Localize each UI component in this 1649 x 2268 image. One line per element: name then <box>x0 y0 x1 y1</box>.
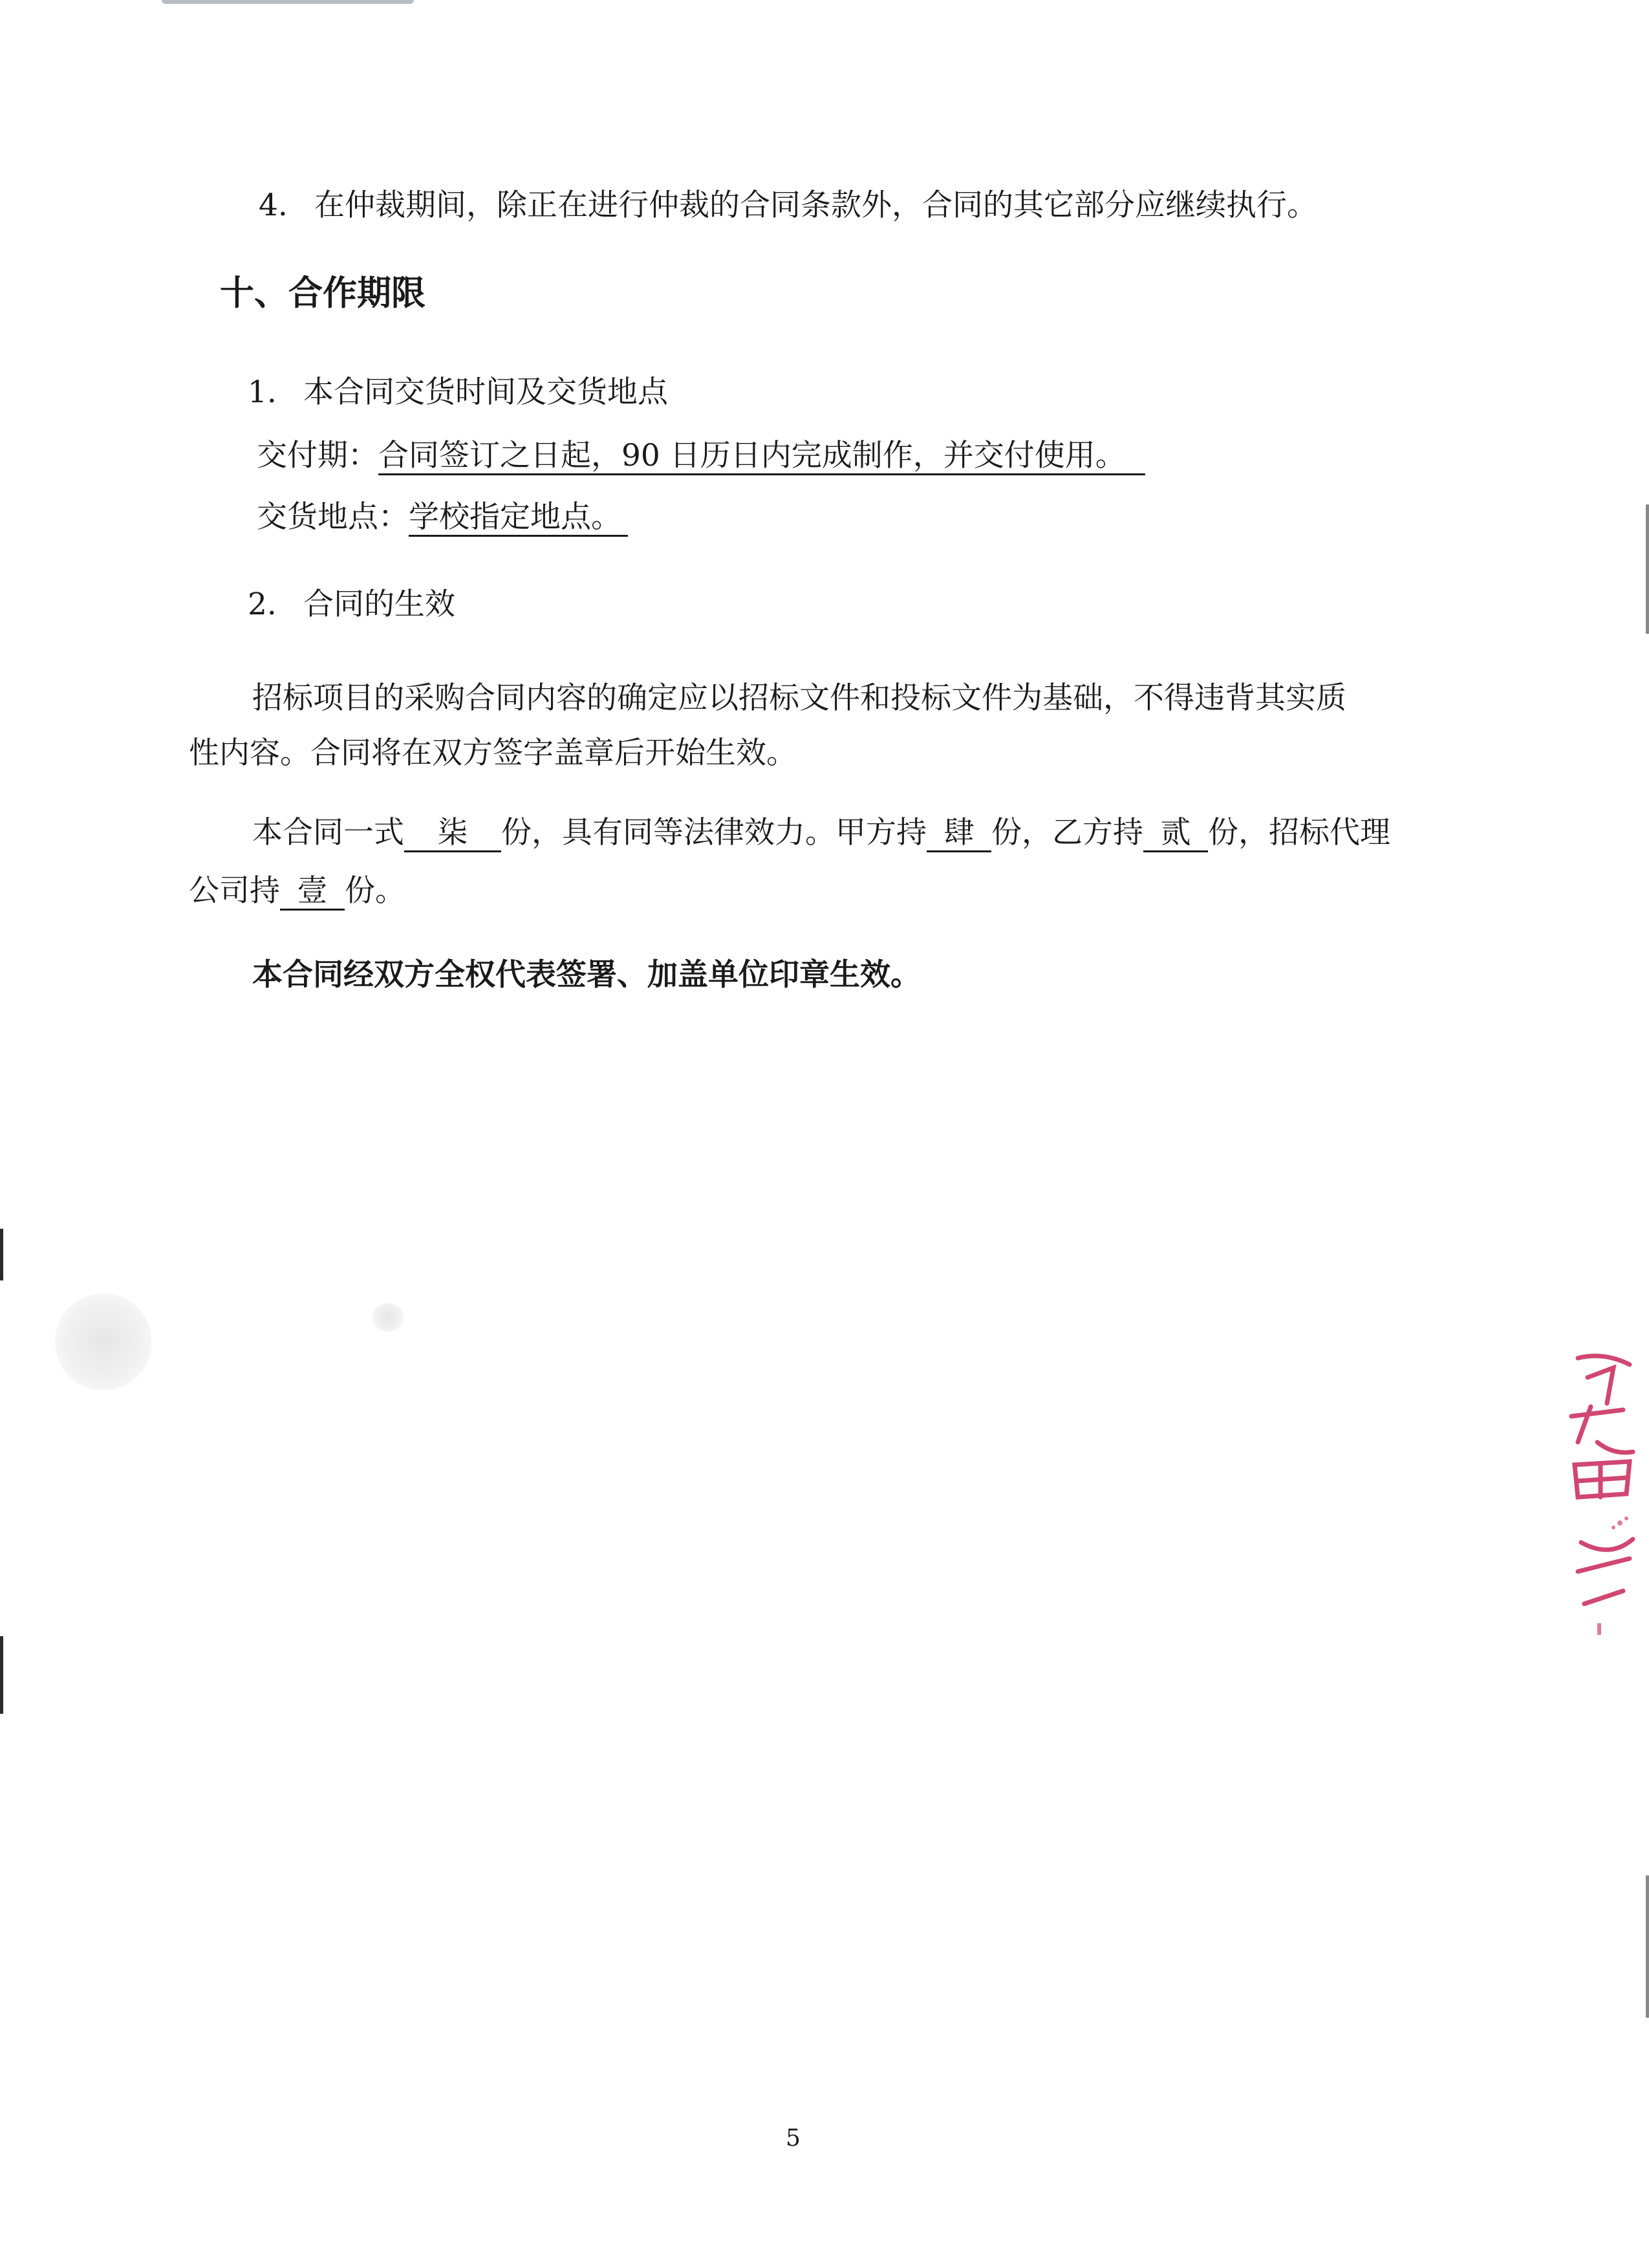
copies-text-1: 本合同一式 <box>252 815 404 850</box>
clause-4-number: 4. <box>259 188 288 223</box>
scan-edge-right <box>1646 504 1649 634</box>
agent-copies-blank: 壹 <box>280 874 345 911</box>
scan-smudge-small <box>372 1303 404 1332</box>
item-2-number: 2. <box>248 587 277 622</box>
copies-total-blank: 柒 <box>404 815 501 852</box>
scan-artifact-top <box>162 0 414 4</box>
clause-4 <box>259 186 1317 225</box>
company-seal-fragment <box>1552 1345 1649 1643</box>
delivery-place-row <box>257 498 628 537</box>
copies-text-5: 公司持 <box>189 873 280 909</box>
scan-edge-right-lower <box>1646 1875 1649 2018</box>
section-heading: 十、合作期限 <box>220 274 426 313</box>
item-2 <box>248 585 455 624</box>
copies-paragraph-line-2 <box>189 872 405 911</box>
scan-edge-left-lower <box>0 1636 3 1714</box>
basis-paragraph-line-1: 招标项目的采购合同内容的确定应以招标文件和投标文件为基础，不得违背其实质 <box>252 680 1346 716</box>
item-2-title: 合同的生效 <box>303 587 455 622</box>
basis-paragraph-line-2: 性内容。合同将在双方签字盖章后开始生效。 <box>189 735 797 771</box>
copies-text-4: 份，招标代理 <box>1208 815 1390 850</box>
item-1 <box>248 373 668 412</box>
copies-text-3: 份，乙方持 <box>991 815 1143 850</box>
page-number: 5 <box>786 2125 801 2152</box>
delivery-place-label: 交货地点： <box>257 499 409 535</box>
party-a-copies-blank: 肆 <box>927 815 991 852</box>
copies-text-6: 份。 <box>345 873 405 909</box>
final-statement: 本合同经双方全权代表签署、加盖单位印章生效。 <box>252 957 921 993</box>
delivery-period-row <box>257 437 1145 475</box>
delivery-place-value: 学校指定地点。 <box>409 500 628 537</box>
scan-edge-left <box>0 1229 3 1280</box>
delivery-period-value: 合同签订之日起，90 日历日内完成制作，并交付使用。 <box>378 438 1145 475</box>
party-b-copies-blank: 贰 <box>1143 815 1208 852</box>
copies-paragraph-line-1 <box>252 814 1390 852</box>
delivery-period-label: 交付期： <box>257 438 378 473</box>
scan-smudge <box>55 1293 152 1390</box>
item-1-title: 本合同交货时间及交货地点 <box>303 374 668 410</box>
item-1-number: 1. <box>248 374 277 410</box>
clause-4-text: 在仲裁期间，除正在进行仲裁的合同条款外，合同的其它部分应继续执行。 <box>314 188 1317 223</box>
copies-text-2: 份，具有同等法律效力。甲方持 <box>501 815 927 850</box>
